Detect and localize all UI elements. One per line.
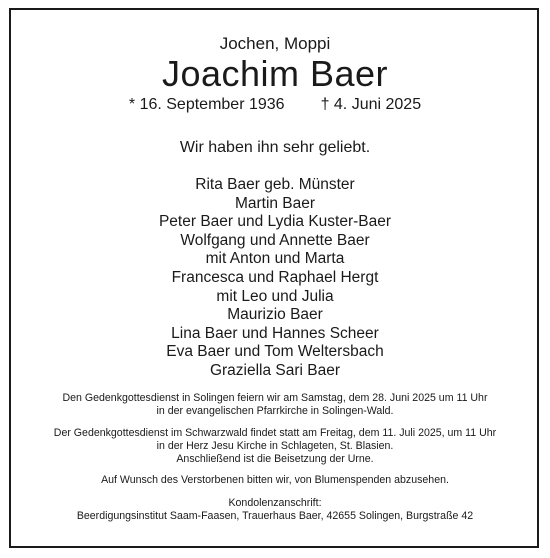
mourner-line: Francesca und Raphael Hergt xyxy=(171,268,379,286)
mourner-line: Maurizio Baer xyxy=(227,306,323,324)
service-solingen-line: in der evangelischen Pfarrkirche in Solingen-Wald. xyxy=(156,405,394,418)
motto: Wir haben ihn sehr geliebt. xyxy=(179,139,371,156)
life-dates xyxy=(0,96,550,114)
deceased-name: Joachim Baer xyxy=(161,53,389,94)
condolence-address-line: Beerdigungsinstitut Saam-Faasen, Trauerhaus Baer, 42655 Solingen, Burgstraße 42 xyxy=(76,510,474,523)
mourner-line: Eva Baer und Tom Weltersbach xyxy=(166,343,384,361)
flowers-note-text: Auf Wunsch des Verstorbenen bitten wir, von Blumenspenden abzusehen. xyxy=(101,474,449,486)
nicknames: Jochen, Moppi xyxy=(219,34,331,53)
service-solingen-line: Den Gedenkgottesdienst in Solingen feiern wir am Samstag, dem 28. Juni 2025 um 11 Uhr xyxy=(62,392,488,404)
service-schwarzwald-line: in der Herz Jesu Kirche in Schlageten, St. Blasien. xyxy=(156,440,394,453)
mourner-line: mit Leo und Julia xyxy=(216,287,334,305)
mourner-line: Martin Baer xyxy=(234,194,316,212)
service-schwarzwald-line: Anschließend ist die Beisetzung der Urne. xyxy=(176,453,374,466)
death-date: † 4. Juni 2025 xyxy=(320,96,422,113)
condolence-address xyxy=(0,497,550,523)
mourner-line: Wolfgang und Annette Baer xyxy=(180,231,370,249)
mourners-list xyxy=(0,176,550,381)
mourner-line: Lina Baer und Hannes Scheer xyxy=(171,324,379,342)
service-schwarzwald-line: Der Gedenkgottesdienst im Schwarzwald findet statt am Freitag, dem 11. Juli 2025, um 11 Uhr xyxy=(53,427,497,439)
flowers-note xyxy=(0,474,550,487)
mourner-line: mit Anton und Marta xyxy=(205,250,345,268)
condolence-heading: Kondolenzanschrift: xyxy=(228,497,322,509)
mourner-line: Rita Baer geb. Münster xyxy=(195,176,355,193)
service-schwarzwald xyxy=(0,427,550,467)
service-solingen xyxy=(0,392,550,418)
mourner-line: Graziella Sari Baer xyxy=(209,361,341,379)
mourner-line: Peter Baer und Lydia Kuster-Baer xyxy=(158,213,392,231)
birth-date: * 16. September 1936 xyxy=(128,96,285,113)
